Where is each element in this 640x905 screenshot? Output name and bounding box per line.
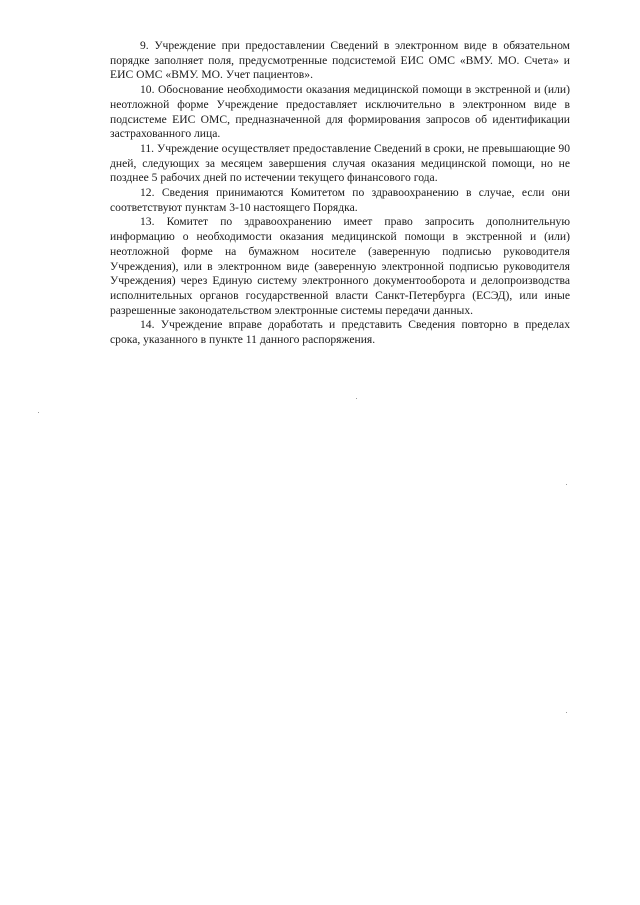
scan-speck [38,412,39,413]
paragraph-14: 14. Учреждение вправе доработать и представить Сведения повторно в пределах срока, указанного в пункте 11 данного распоряжения. [110,318,570,347]
scan-speck [566,484,567,485]
paragraph-10: 10. Обоснование необходимости оказания медицинской помощи в экстренной и (или) неотложной форме Учреждение предоставляет исключительно в электронном виде в подсистеме ЕИС ОМС, предназначенной для формирования запросов об идентификации застрахованного лица. [110,83,570,141]
scan-speck [356,398,357,399]
paragraph-12: 12. Сведения принимаются Комитетом по здравоохранению в случае, если они соответствуют пунктам 3-10 настоящего Порядка. [110,186,570,214]
paragraph-11: 11. Учреждение осуществляет предоставление Сведений в сроки, не превышающие 90 дней, следующих за месяцем завершения случая оказания медицинской помощи, но не позднее 5 рабочих дней по истечении текущего финансового года. [110,141,570,185]
paragraph-13: 13. Комитет по здравоохранению имеет право запросить дополнительную информацию о необходимости оказания медицинской помощи в экстренной и (или) неотложной форме на бумажном носителе (заверенную подписью руководителя Учреждения), или в электронном виде (заверенную электронной подписью руководителя Учреждения) через Единую систему электронного документооборота и делопроизводства исполнительных органов государственной власти Санкт-Петербурга (ЕСЭД), или иные разрешенные законодательством электронные системы передачи данных. [110,215,570,317]
document-body [110,39,570,348]
scan-speck [566,712,567,713]
paragraph-9: 9. Учреждение при предоставлении Сведений в электронном виде в обязательном порядке заполняет поля, предусмотренные подсистемой ЕИС ОМС «ВМУ. МО. Счета» и ЕИС ОМС «ВМУ. МО. Учет пациентов». [110,39,570,82]
